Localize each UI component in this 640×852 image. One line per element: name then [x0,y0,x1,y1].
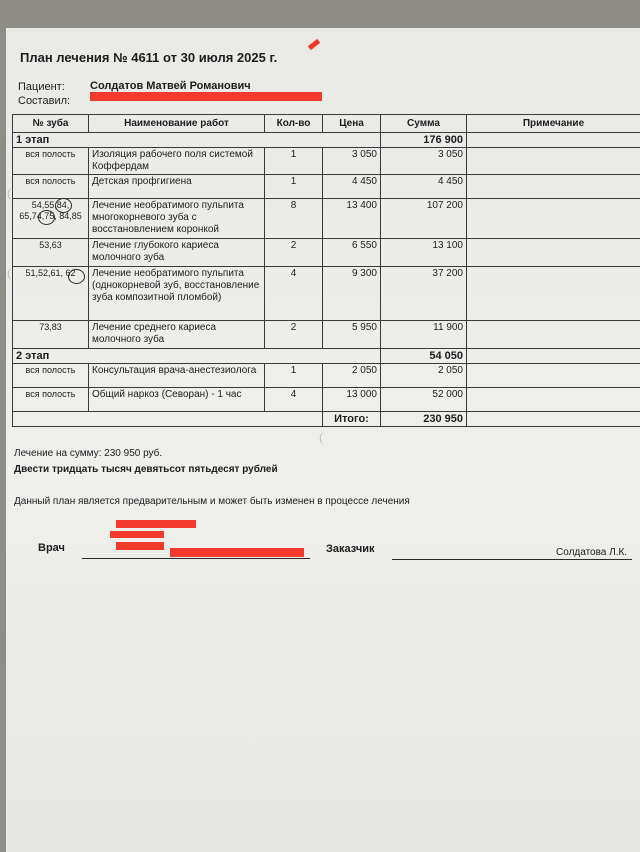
row-teeth: 53,63 [13,239,89,267]
customer-signature: Солдатова Л.К. [556,547,628,558]
customer-signature-line [392,559,632,560]
row-qty: 1 [265,175,323,199]
pen-circle-mark [38,210,55,225]
row-sum: 2 050 [381,364,467,388]
pen-circle-mark [55,198,72,213]
row-qty: 2 [265,239,323,267]
total-label: Итого: [323,412,381,427]
total-value: 230 950 [381,412,467,427]
row-teeth: вся полость [13,388,89,412]
doctor-label: Врач [38,542,65,554]
sum-line: Лечение на сумму: 230 950 руб. [14,448,163,459]
row-work: Лечение среднего кариеса молочного зуба [89,321,265,349]
header-work: Наименование работ [89,115,265,133]
row-sum: 4 450 [381,175,467,199]
patient-label: Пациент: [18,81,65,93]
plan-title: План лечения № 4611 от 30 июля 2025 г. [20,50,278,65]
row-sum: 107 200 [381,199,467,239]
row-teeth: вся полость [13,364,89,388]
total-row [13,412,640,427]
row-qty: 2 [265,321,323,349]
header-price: Цена [323,115,381,133]
table-row [13,364,640,388]
row-qty: 8 [265,199,323,239]
row-price: 5 950 [323,321,381,349]
row-note [467,199,640,239]
row-teeth: 73,83 [13,321,89,349]
header-tooth: № зуба [13,115,89,133]
row-note [467,321,640,349]
row-teeth: вся полость [13,148,89,175]
stage-2-row [13,349,640,364]
disclaimer: Данный план является предварительным и может быть изменен в процессе лечения [14,496,410,507]
row-work: Лечение необратимого пульпита (однокорневой зуб, восстановление зуба композитной пломбой) [89,267,265,321]
row-sum: 11 900 [381,321,467,349]
row-teeth: вся полость [13,175,89,199]
row-work: Лечение необратимого пульпита многокорневого зуба с восстановлением коронкой [89,199,265,239]
table-row [13,199,640,239]
row-price: 3 050 [323,148,381,175]
row-price: 13 400 [323,199,381,239]
table-row [13,267,640,321]
row-sum: 3 050 [381,148,467,175]
row-price: 2 050 [323,364,381,388]
row-price: 13 000 [323,388,381,412]
table-row [13,239,640,267]
stage-sum: 176 900 [381,133,467,148]
row-sum: 13 100 [381,239,467,267]
stage-1-row [13,133,640,148]
sum-in-words: Двести тридцать тысяч девятьсот пятьдесят рублей [14,464,278,475]
document-page [6,28,640,852]
row-work: Консультация врача-анестезиолога [89,364,265,388]
header-qty: Кол-во [265,115,323,133]
row-qty: 4 [265,267,323,321]
row-price: 4 450 [323,175,381,199]
bleed-through-mark: ( [319,430,323,444]
row-qty: 1 [265,364,323,388]
row-note [467,388,640,412]
doctor-name-redaction [170,548,304,557]
bleed-through-mark: ( [7,186,11,200]
row-price: 9 300 [323,267,381,321]
red-mark-redaction [308,39,321,50]
row-price: 6 550 [323,239,381,267]
row-note [467,364,640,388]
customer-label: Заказчик [326,543,375,555]
table-row [13,388,640,412]
header-note: Примечание [467,115,640,133]
stage-name: 1 этап [13,133,381,148]
stage-name: 2 этап [13,349,381,364]
row-note [467,239,640,267]
row-note [467,148,640,175]
row-sum: 52 000 [381,388,467,412]
row-teeth: 51,52,61, 62 [13,267,89,321]
treatment-table [12,114,640,427]
bleed-through-mark: ( [7,266,11,280]
table-row [13,321,640,349]
row-work: Общий наркоз (Севоран) - 1 час [89,388,265,412]
row-teeth: 54,55,84, 65,74,75, 84,85 [13,199,89,239]
row-work: Изоляция рабочего поля системой Коффердам [89,148,265,175]
row-work: Лечение глубокого кариеса молочного зуба [89,239,265,267]
table-row [13,175,640,199]
row-sum: 37 200 [381,267,467,321]
stage-sum: 54 050 [381,349,467,364]
doctor-stamp-redaction [116,542,164,550]
table-row [13,148,640,175]
doctor-signature-line [82,558,310,559]
author-label: Составил: [18,95,71,107]
row-qty: 1 [265,148,323,175]
author-redaction [90,92,322,101]
pen-circle-mark [68,269,85,284]
row-note [467,267,640,321]
table-header-row [13,115,640,133]
row-work: Детская профгигиена [89,175,265,199]
row-note [467,175,640,199]
header-sum: Сумма [381,115,467,133]
doctor-stamp-redaction [110,531,164,538]
doctor-stamp-redaction [116,520,196,528]
row-qty: 4 [265,388,323,412]
patient-name: Солдатов Матвей Романович [90,80,251,92]
